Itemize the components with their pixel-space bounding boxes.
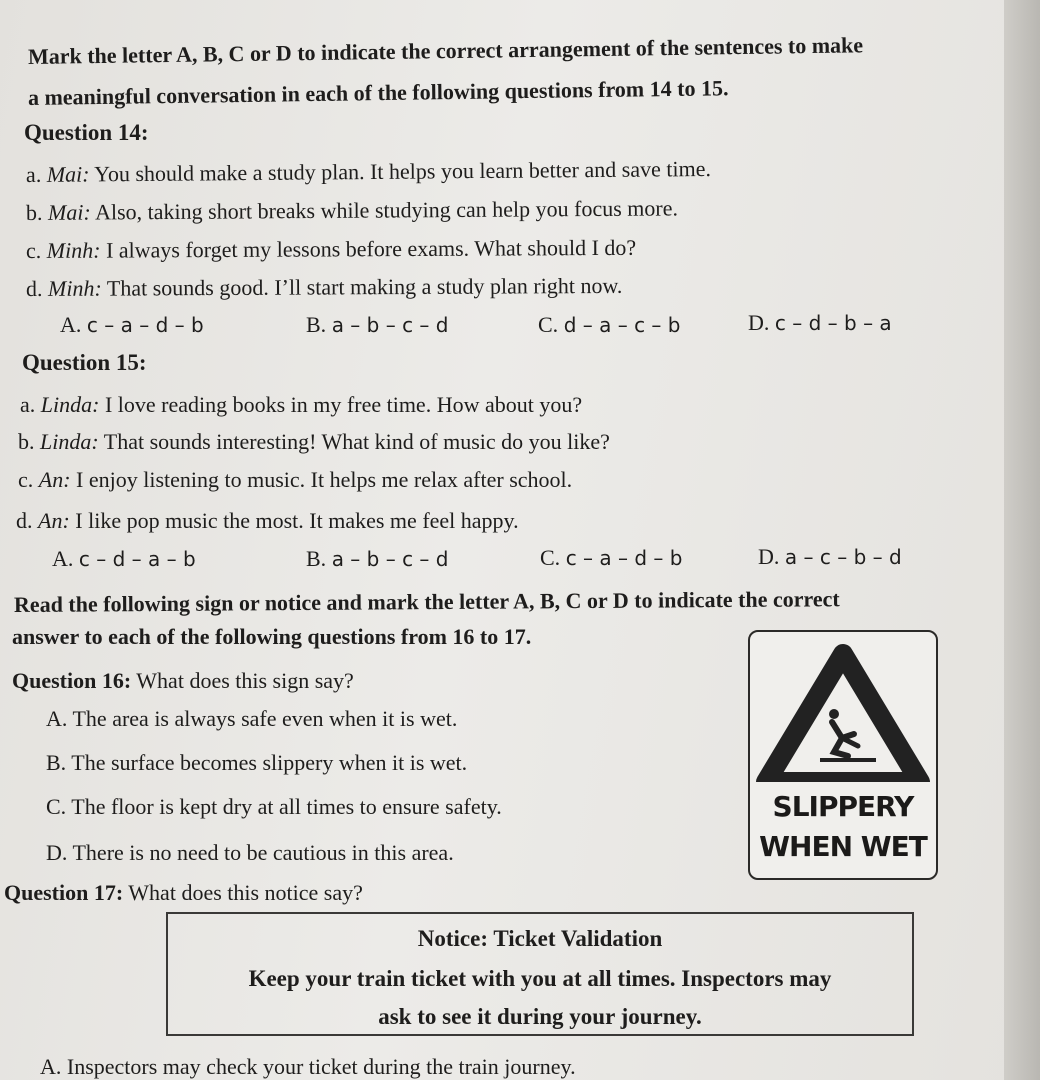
instructions-2-line-2: answer to each of the following questions from 16 to 17. <box>12 624 532 649</box>
q15-line-a-prefix: a. <box>20 392 36 417</box>
q14-line-d <box>26 273 623 302</box>
question-16-header <box>12 668 354 694</box>
q15-line-b-prefix: b. <box>18 429 35 454</box>
q15-line-b-speaker: Linda: <box>40 429 99 454</box>
q14-line-b-text: Also, taking short breaks while studying can help you focus more. <box>94 195 679 225</box>
slippery-when-wet-sign <box>748 630 938 880</box>
q14-option-c-value: d – a – c – b <box>563 313 681 337</box>
q14-option-a[interactable] <box>60 312 204 338</box>
q15-line-d-prefix: d. <box>16 508 33 533</box>
q15-line-c-prefix: c. <box>18 467 34 492</box>
q14-line-c <box>26 235 636 264</box>
q15-line-c <box>18 467 572 493</box>
q15-option-c[interactable] <box>540 545 682 571</box>
q14-line-b <box>26 195 678 226</box>
q14-line-d-speaker: Minh: <box>47 275 102 301</box>
q15-line-a-text: I love reading books in my free time. How about you? <box>104 392 583 417</box>
question-16-prompt: What does this sign say? <box>136 668 354 693</box>
q14-option-d[interactable] <box>748 310 892 336</box>
q14-line-d-text: That sounds good. I’ll start making a study plan right now. <box>106 272 623 301</box>
q14-line-a <box>26 156 711 188</box>
q14-option-b[interactable] <box>306 312 448 338</box>
q15-option-c-value: c – a – d – b <box>565 546 683 570</box>
q15-line-b <box>18 429 610 455</box>
q15-option-b-value: a – b – c – d <box>331 547 449 571</box>
q14-option-d-letter: D. <box>748 310 770 335</box>
notice-line-2: ask to see it during your journey. <box>378 1004 702 1029</box>
ticket-validation-notice <box>166 912 914 1036</box>
page-edge <box>1004 0 1040 1080</box>
question-15-title: Question 15: <box>22 350 147 375</box>
q15-line-b-text: That sounds interesting! What kind of music do you like? <box>103 429 610 454</box>
q14-option-c[interactable] <box>538 312 680 338</box>
q15-option-a[interactable] <box>52 546 196 572</box>
q14-line-a-prefix: a. <box>25 161 42 187</box>
q15-line-a <box>20 392 582 418</box>
q15-option-a-value: c – d – a – b <box>78 547 196 571</box>
instructions-1-line-1: Mark the letter A, B, C or D to indicate the correct arrangement of the sentences to make <box>27 32 864 69</box>
q16-option-a[interactable]: A. The area is always safe even when it is wet. <box>46 706 458 731</box>
q15-line-c-text: I enjoy listening to music. It helps me relax after school. <box>76 467 573 492</box>
q15-option-b[interactable] <box>306 546 448 572</box>
q14-line-c-prefix: c. <box>25 237 42 263</box>
q15-option-b-letter: B. <box>306 546 327 571</box>
q15-option-c-letter: C. <box>540 545 561 570</box>
q15-option-d-letter: D. <box>758 544 780 569</box>
instructions-2-line-1: Read the following sign or notice and mark the letter A, B, C or D to indicate the correct <box>13 586 840 617</box>
q14-line-b-prefix: b. <box>25 199 43 225</box>
q14-line-c-speaker: Minh: <box>46 237 101 263</box>
q16-option-c[interactable]: C. The floor is kept dry at all times to ensure safety. <box>46 794 502 819</box>
question-17-title: Question 17: <box>4 880 124 905</box>
instructions-1-line-2: a meaningful conversation in each of the following questions from 14 to 15. <box>27 75 729 110</box>
q14-option-a-letter: A. <box>60 312 82 337</box>
q14-option-c-letter: C. <box>538 312 559 337</box>
q15-option-a-letter: A. <box>52 546 74 571</box>
q14-line-d-prefix: d. <box>25 275 43 301</box>
slippery-floor-warning-icon <box>754 642 932 782</box>
notice-title: Notice: Ticket Validation <box>417 926 663 951</box>
question-14-title: Question 14: <box>24 120 149 145</box>
q14-line-a-speaker: Mai: <box>46 161 90 187</box>
q14-line-a-text: You should make a study plan. It helps you learn better and save time. <box>94 156 712 187</box>
question-16-title: Question 16: <box>12 668 132 693</box>
question-17-header <box>4 880 363 906</box>
q14-option-a-value: c – a – d – b <box>86 313 204 337</box>
sign-line-2: WHEN WET <box>759 830 927 863</box>
question-17-prompt: What does this notice say? <box>128 880 363 905</box>
q14-option-b-letter: B. <box>306 312 327 337</box>
notice-line-1: Keep your train ticket with you at all times. Inspectors may <box>248 966 832 991</box>
q15-line-c-speaker: An: <box>38 467 71 492</box>
q14-line-c-text: I always forget my lessons before exams. What should I do? <box>105 234 637 263</box>
q15-option-d-value: a – c – b – d <box>784 545 902 569</box>
q16-option-d[interactable]: D. There is no need to be cautious in this area. <box>46 840 454 865</box>
q15-line-d-speaker: An: <box>38 508 70 533</box>
q15-line-a-speaker: Linda: <box>40 392 100 417</box>
q17-option-a[interactable]: A. Inspectors may check your ticket during the train journey. <box>40 1054 576 1079</box>
q15-option-d[interactable] <box>758 544 902 570</box>
q16-option-b[interactable]: B. The surface becomes slippery when it is wet. <box>46 750 468 775</box>
q15-line-d-text: I like pop music the most. It makes me feel happy. <box>75 508 519 533</box>
q14-line-b-speaker: Mai: <box>47 199 91 225</box>
q14-option-d-value: c – d – b – a <box>774 311 892 335</box>
q15-line-d <box>16 508 519 534</box>
q14-option-b-value: a – b – c – d <box>331 313 449 337</box>
sign-line-1: SLIPPERY <box>772 790 914 823</box>
